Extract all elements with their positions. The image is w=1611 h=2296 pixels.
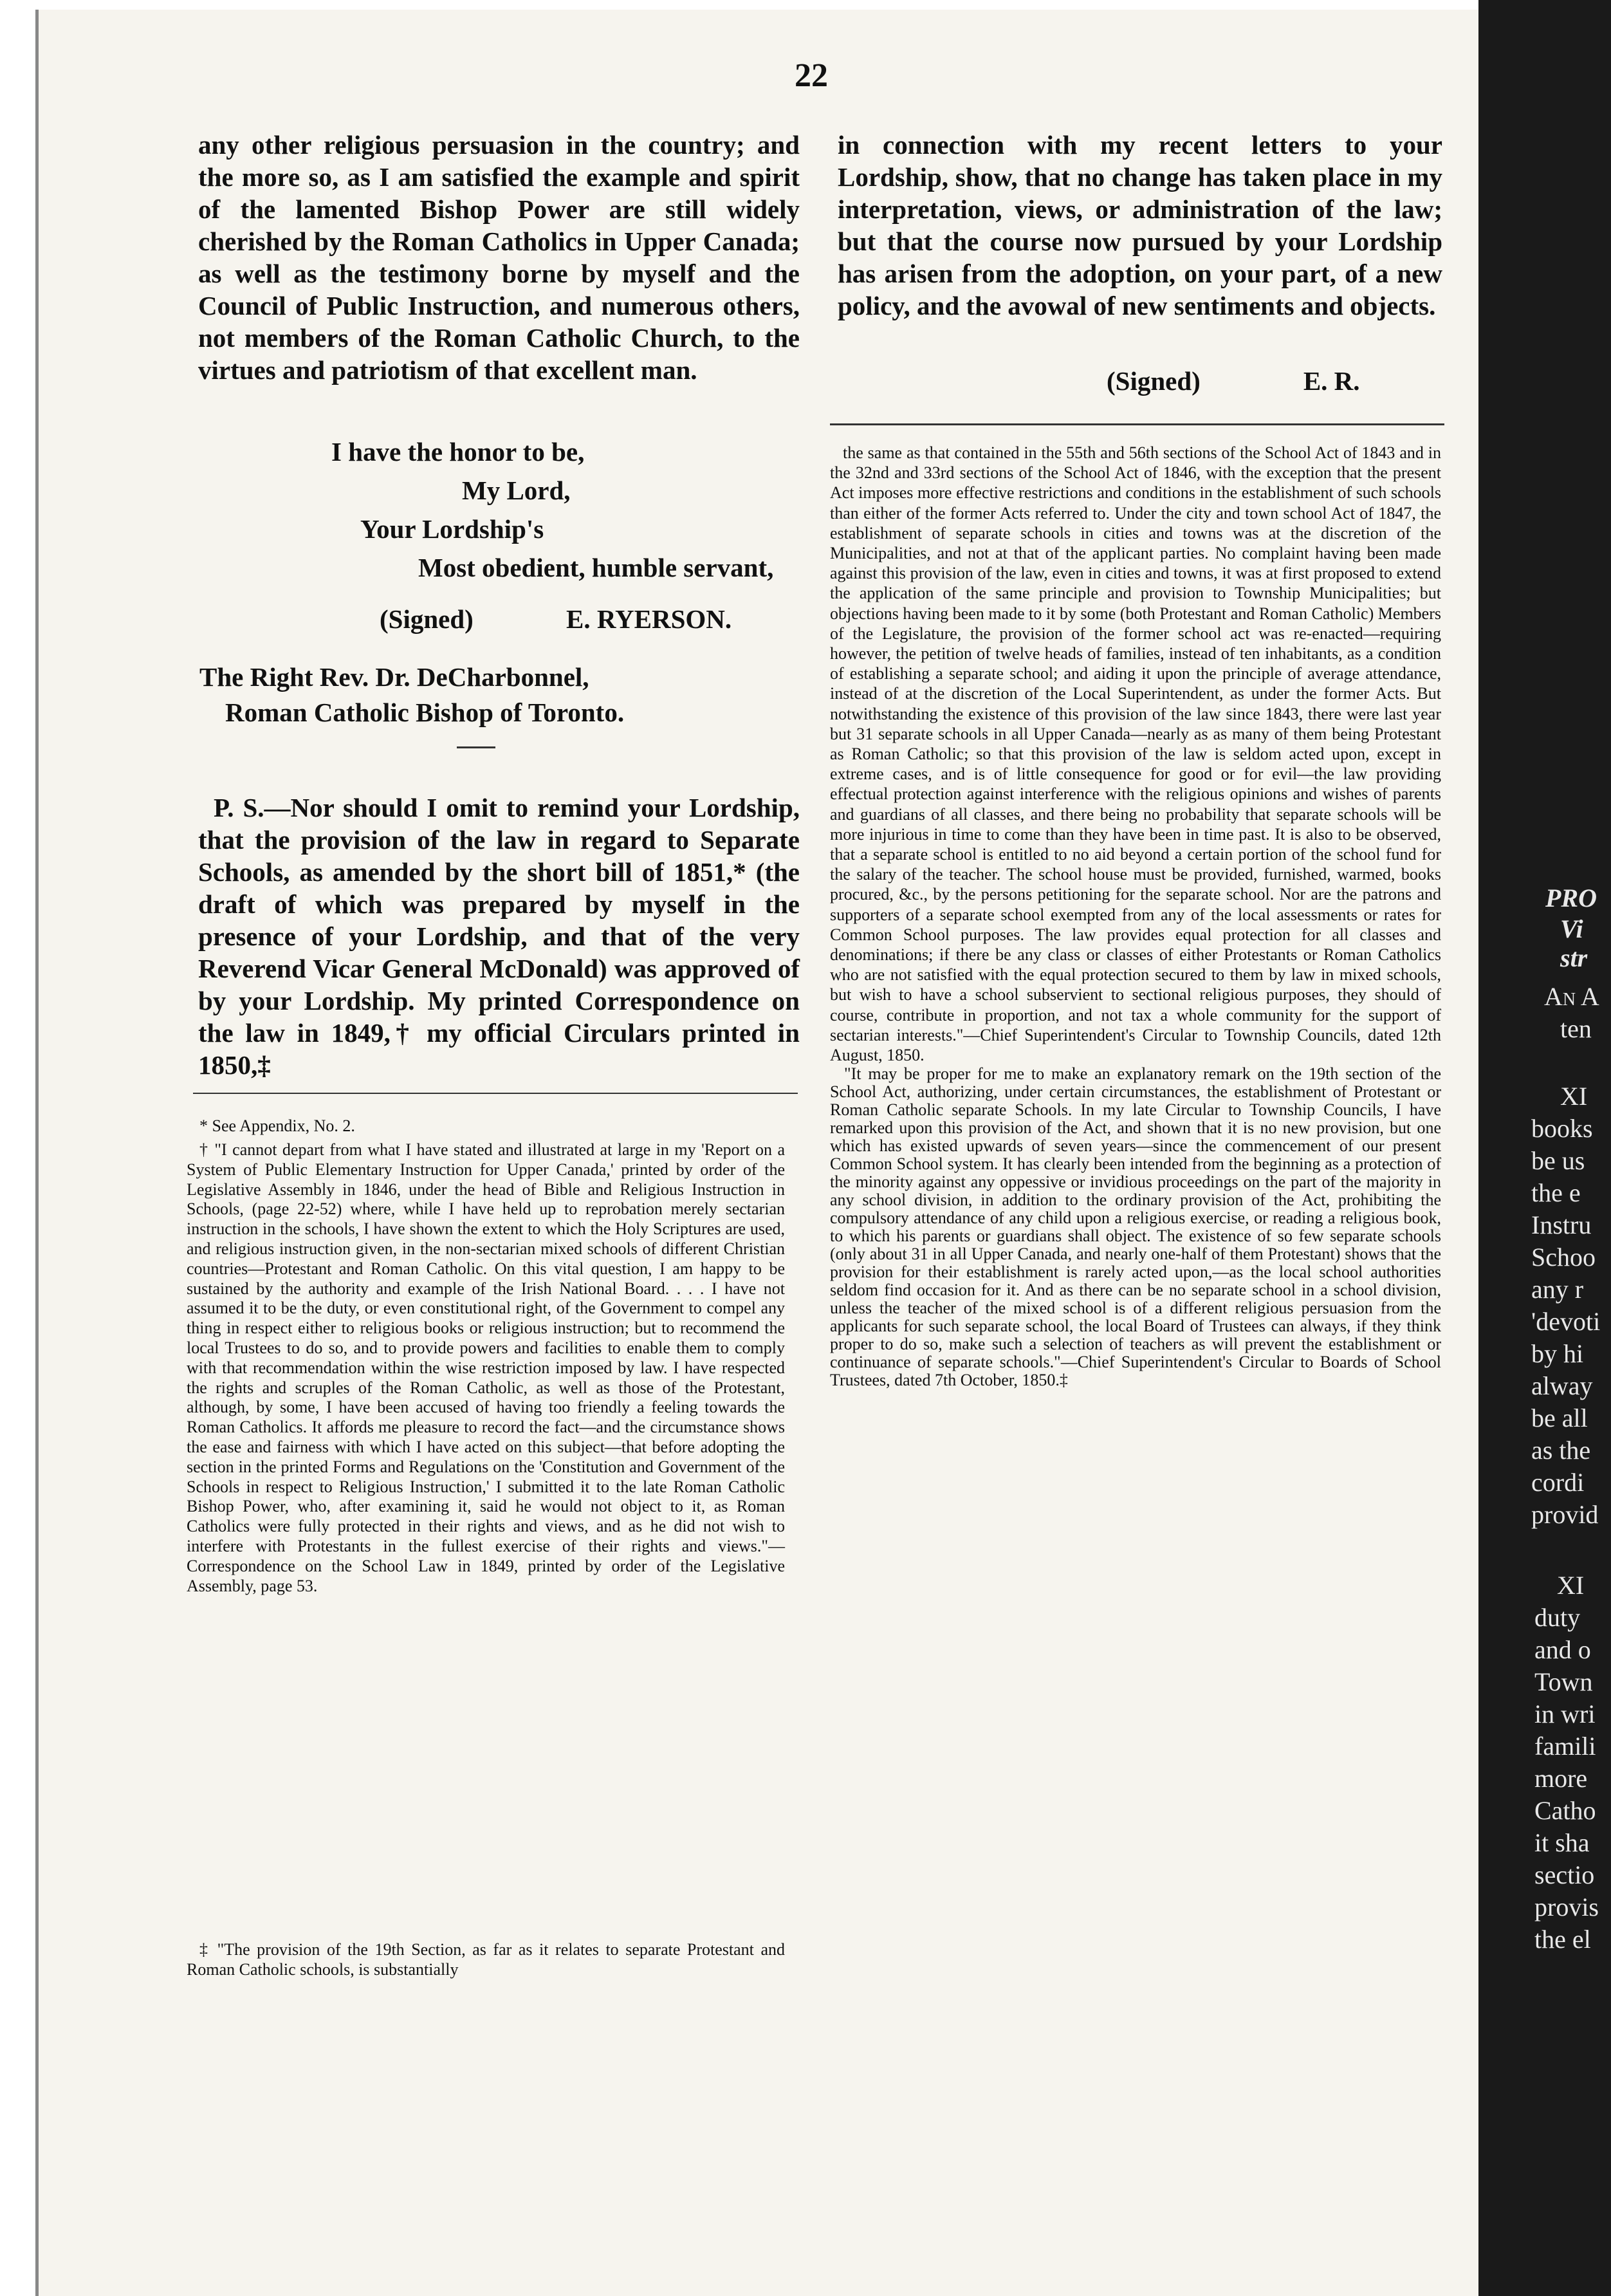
edge-fragment: sectio xyxy=(1534,1860,1595,1889)
edge-fragment: be us xyxy=(1531,1146,1585,1175)
edge-fragment: and o xyxy=(1534,1635,1591,1664)
edge-fragment: famili xyxy=(1534,1732,1596,1761)
edge-fragment: Town xyxy=(1534,1667,1593,1696)
right-signed-initials: E. R. xyxy=(1303,366,1360,396)
edge-fragment: PRO xyxy=(1545,884,1597,912)
right-footnote-para-2: "It may be proper for me to make an explanatory remark on the 19th section of the School Act, authorizing, under certain circumstances, the establishment of Protestant or Roman Catholic separate Schools. In my late Circular to Township Councils, I have remarked upon this provision of the Act, and shown that it is no new provision, but one which has existed upwards of seven years—since the commencement of our present Common School system. It has clearly been intended from the beginning as a protection of the minority against any oppessive or invidious proceedings on the part of the majority in any school division, in addition to the ordinary provision of the Act, prohibiting the compulsory attendance of any child upon a religious exercise, or reading a religious book, to which his parents or guardians shall object. The existence of so few separate schools (only about 31 in all Upper Canada, and nearly one-half of them Protestant) shows that the provision for their establishment is rarely acted upon,—as the local school authorities seldom find occasion for it. And as there can be no separate school in a school division, unless the teacher of the mixed school is of a different religious persuasion from the applicants for such separate school, the local Board of Trustees can always, if they think proper to do so, make such a selection of teachers as will prevent the establishment or continuance of separate schools."—Chief Superintendent's Circular to Boards of School Trustees, dated 7th October, 1850.‡ xyxy=(830,1064,1441,1390)
edge-fragment: it sha xyxy=(1534,1828,1590,1857)
edge-fragment: cordi xyxy=(1531,1468,1585,1497)
closing-servant: Most obedient, humble servant, xyxy=(418,553,774,582)
edge-fragment: XI xyxy=(1560,1082,1588,1111)
edge-fragment: Vi xyxy=(1560,914,1583,943)
closing-lordships: Your Lordship's xyxy=(360,514,544,544)
edge-fragment: duty xyxy=(1534,1603,1581,1632)
edge-fragment: Instru xyxy=(1531,1210,1592,1239)
edge-fragment: in wri xyxy=(1534,1699,1596,1728)
edge-fragment: be all xyxy=(1531,1403,1588,1432)
edge-fragment: An A xyxy=(1544,982,1599,1011)
closing-honor: I have the honor to be, xyxy=(331,437,585,467)
footnote-divider-left xyxy=(193,1093,798,1094)
letter-body-text: any other religious persuasion in the country; and the more so, as I am satisfied the example and spirit of the lamented Bishop Power are still widely cherished by the Roman Catholics in Upper Canada; as well as the testimony borne by myself and the Council of Public Instruction, and numerous others, not members of the Roman Catholic Church, to the virtues and patriotism of that excellent man. xyxy=(198,130,800,385)
edge-fragment: by hi xyxy=(1531,1339,1584,1368)
right-footnote-continuation xyxy=(830,443,1441,1389)
edge-fragment: str xyxy=(1560,943,1588,972)
edge-fragment: any r xyxy=(1531,1275,1584,1304)
right-signed-label: (Signed) xyxy=(1107,366,1201,396)
footnote-divider-right xyxy=(830,423,1444,425)
footnote-double-dagger-text: ‡ "The provision of the 19th Section, as far as it relates to separate Protestant and Roman Catholic schools, is substantially xyxy=(187,1940,785,1979)
edge-fragment: Catho xyxy=(1534,1796,1596,1825)
edge-fragment: ten xyxy=(1560,1014,1592,1043)
edge-fragment: provis xyxy=(1534,1893,1599,1921)
edge-fragment: 'devoti xyxy=(1531,1307,1601,1336)
footnote-dagger-text: † "I cannot depart from what I have stated and illustrated at large in my 'Report on a System of Public Elementary Instruction for Upper Canada,' printed by order of the Legislative Assembly in 1846, under the head of Bible and Religious Instruction in Schools, (page 22-52) where, while I have held up to reprobation merely sectarian instruction in the schools, I have shown the extent to which the Holy Scriptures are used, and religious instruction given, in the non-sectarian mixed schools of different Christian countries—Protestant and Roman Catholic. On this vital question, I am happy to be sustained by the authority and example of the Irish National Board. . . . I have not assumed it to be the duty, or even constitutional right, of the Government to compel any thing in respect either to religious books or religious instruction; but to recommend the local Trustees to do so, and to provide powers and facilities to enable them to comply with that recommendation within the wise restriction imposed by law. I have respected the rights and scruples of the Roman Catholic, as well as those of the Protestant, although, by some, I have been accused of having too friendly a feeling towards the Roman Catholics. It affords me pleasure to record the fact—and the circumstance shows the ease and fairness with which I have acted on this subject—that before adopting the section in the printed Forms and Regulations on the 'Constitution and Government of the Schools in respect to Religious Instruction,' I submitted it to the late Roman Catholic Bishop Power, who, after examining it, said he would not object to it, as Roman Catholics were fully protected in their rights and views, and as he did not wish to interfere with Protestants in the fullest exercise of their rights and views."—Correspondence on the School Law in 1849, printed by order of the Legislative Assembly, page 53. xyxy=(187,1140,785,1595)
signature-name: E. RYERSON. xyxy=(566,604,732,634)
edge-fragment: more xyxy=(1534,1764,1588,1793)
footnote-double-dagger xyxy=(187,1940,785,1980)
edge-fragment: the el xyxy=(1534,1925,1591,1954)
closing-my-lord: My Lord, xyxy=(462,476,571,505)
right-signature xyxy=(1107,366,1360,396)
edge-fragment: as the xyxy=(1531,1436,1591,1465)
right-column-text: in connection with my recent letters to your Lordship, show, that no change has taken place in my interpretation, views, or administration of the law; but that the course now pursued by your Lordship has arisen from the adoption, on your part, of a new policy, and the avowal of new sentiments and objects. xyxy=(838,130,1442,320)
postscript-text: P. S.—Nor should I omit to remind your Lordship, that the provision of the law in regard to Separate Schools, as amended by the short bill of 1851,* (the draft of which was prepared by myself in the presence of your Lordship, and that of the very Reverend Vicar General McDonald) was approved of by your Lordship. My printed Correspondence on the law in 1849,† my official Circulars printed in 1850,‡ xyxy=(198,793,800,1080)
edge-fragment: provid xyxy=(1531,1500,1599,1529)
short-divider xyxy=(457,746,495,748)
signed-label: (Signed) xyxy=(380,604,474,634)
right-footnote-para-1: the same as that contained in the 55th and 56th sections of the School Act of 1843 and in the 32nd and 33rd sections of the School Act of 1846, with the exception that the present Act imposes more effective restrictions and conditions in the establishment of such schools than either of the former Acts referred to. Under the city and town school Act of 1847, the establishment of separate schools in cities and towns was at the discretion of the Municipalities, and not at that of the applicant parties. No complaint having been made against this provision of the law, even in cities and towns, it was at first proposed to extend the application of the same principle and provision to Township Municipalities; but objections having been made to it by some (both Protestant and Roman Catholic) Members of the Legislature, the provision of the former school act was re-enacted—requiring however, the petition of twelve heads of families, instead of ten inhabitants, as a condition of establishing a separate school; and aiding it upon the principle of average attendance, instead of at the discretion of the Local Superintendent, as under the former Acts. But notwithstanding the existence of this provision of the law since 1843, there were last year but 31 separate schools in all Upper Canada—nearly as as many of them being Protestant as Roman Catholic; so that this provision of the law is seldom acted upon, except in extreme cases, and is of little consequence for good or for evil—the law providing effectual protection against interference with the religious opinions and wishes of parents and guardians of all classes, and there being no probability that separate schools will be more injurious in time to come than they have been in time past. It is also to be observed, that a separate school is entitled to no aid beyond a certain portion of the school fund for the salary of the teacher. The school house must be provided, furnished, warmed, books procured, &c., by the persons petitioning for the separate school. Nor are the patrons and supporters of a separate school exempted from any of the local assessments or rates for Common School purposes. The law provides equal protection for all classes and denominations; if there be any class or classes of either Protestants or Roman Catholics who are not satisfied with the equal protection secured to them by law in mixed schools, but wish to have a school subservient to sectional religious purposes, they should of course, contribute in proportion, and not tax a whole community for the support of sectarian interests."—Chief Superintendent's Circular to Township Councils, dated 12th August, 1850. xyxy=(830,443,1441,1065)
footnote-dagger xyxy=(187,1140,785,1596)
edge-fragment: the e xyxy=(1531,1178,1581,1207)
edge-fragment: alway xyxy=(1531,1371,1593,1400)
edge-fragment: XI xyxy=(1557,1571,1585,1600)
addressee-line-2: Roman Catholic Bishop of Toronto. xyxy=(225,698,625,727)
footnote-star xyxy=(187,1116,785,1136)
page-number: 22 xyxy=(795,57,828,94)
addressee-line-1: The Right Rev. Dr. DeCharbonnel, xyxy=(199,662,589,692)
edge-fragment: Schoo xyxy=(1531,1243,1596,1272)
edge-fragment: books xyxy=(1531,1114,1593,1143)
footnote-star-text: * See Appendix, No. 2. xyxy=(199,1116,355,1135)
